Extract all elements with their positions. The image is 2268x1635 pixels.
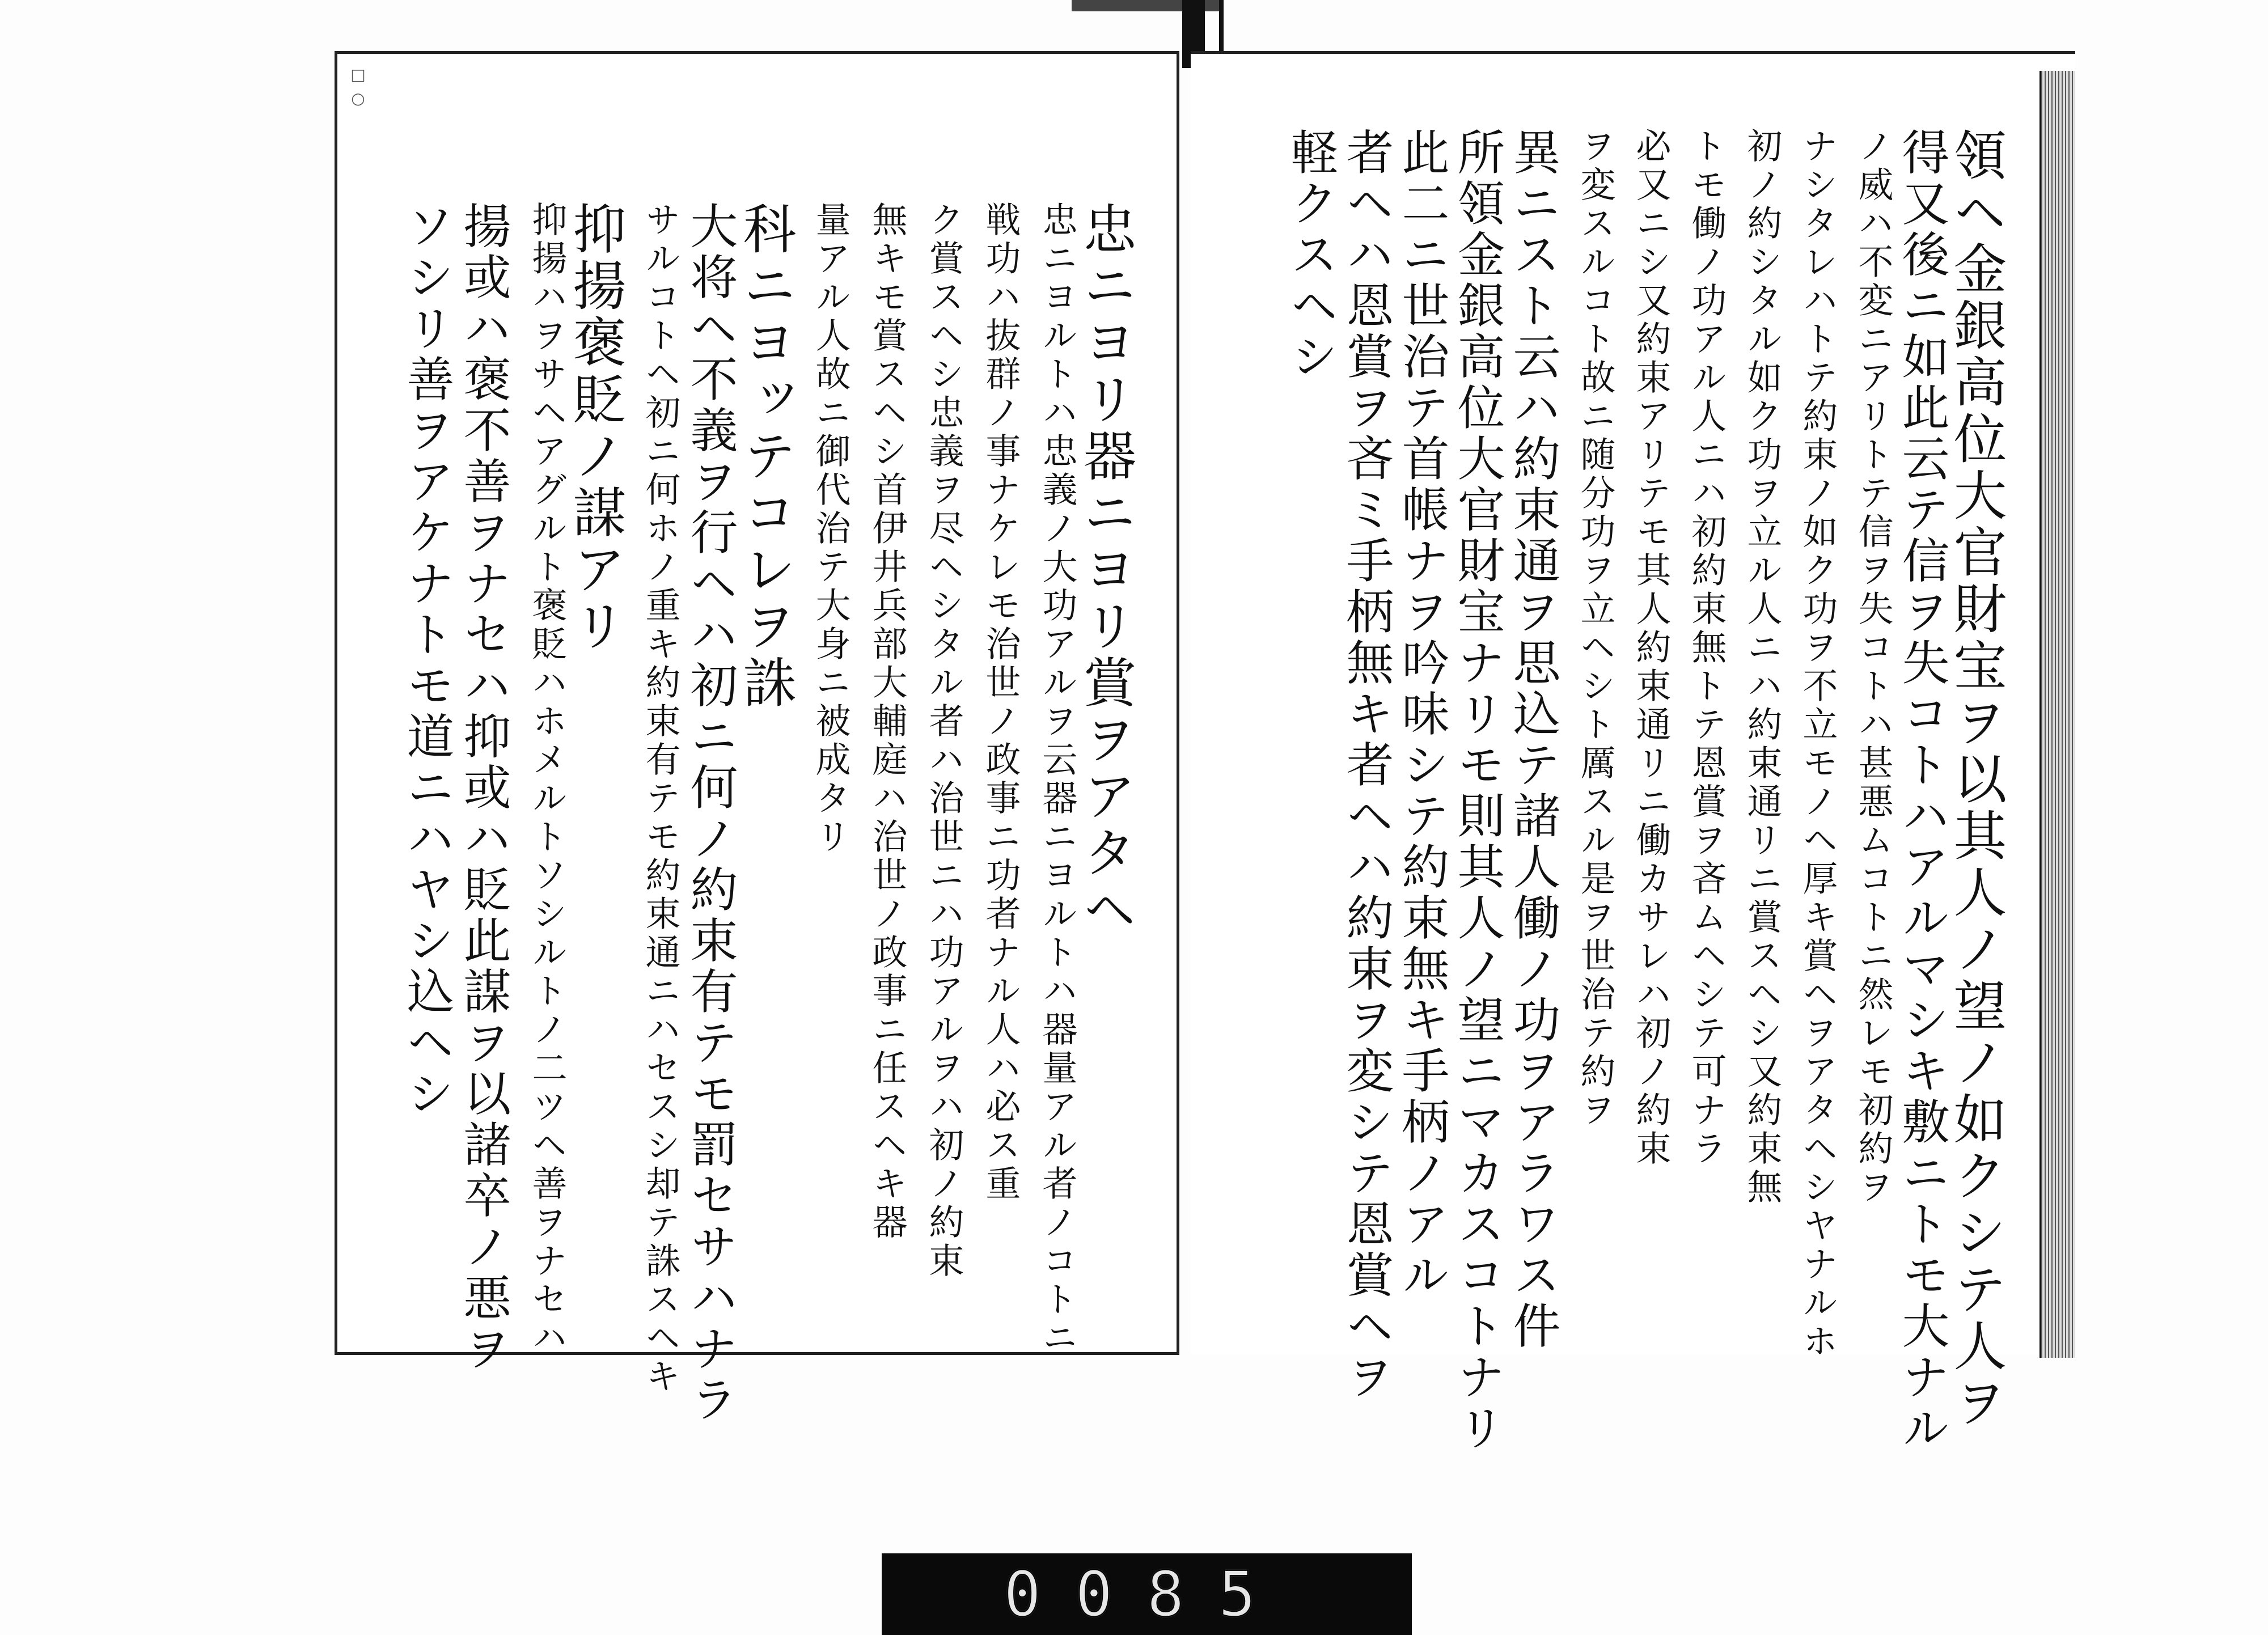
left-page-column: 無キモ賞スヘシ首伊井兵部大輔庭ハ治世ノ政事ニ任スヘキ器 (866, 201, 908, 1242)
left-page (335, 51, 1179, 1426)
left-page-column: ク賞スヘシ忠義ヲ尽ヘシタル者ハ治世ニハ功アルヲハ初ノ約束 (923, 201, 964, 1281)
right-page-column: 軽クスヘシ (1283, 128, 1339, 383)
right-page-column: トモ働ノ功アル人ニハ初約束無トテ恩賞ヲ吝ムヘシテ可ナラ (1686, 128, 1727, 1168)
right-page-column: 異ニスト云ハ約束通ヲ思込テ諸人働ノ功ヲアラワス件 (1505, 128, 1561, 1352)
right-page-column: 得又後ニ如此云テ信ヲ失コトハアルマシキ敷ニトモ大ナル (1894, 128, 1950, 1454)
right-page-column: 必又ニシ又約束アリテモ其人約束通リニ働カサレハ初ノ約束 (1630, 128, 1672, 1168)
right-page-column: ノ威ハ不変ニアリトテ信ヲ失コトハ甚悪ムコトニ然レモ初約ヲ (1852, 128, 1894, 1207)
right-page-column: 初ノ約シタル如ク功ヲ立ル人ニハ約束通リニ賞スヘシ又約束無 (1741, 128, 1783, 1207)
frame-number-stamp (882, 1553, 1412, 1635)
right-page-column: 此二ニ世治テ首帳ナヲ吟味シテ約束無キ手柄ノアル (1394, 128, 1450, 1301)
left-page-column: 大将ヘ不義ヲ行ヘハ初ニ何ノ約束有テモ罰セサハナラ (683, 201, 738, 1426)
left-page-column: 量アル人故ニ御代治テ大身ニ被成タリ (810, 201, 851, 857)
left-page-column: 揚或ハ褒不善ヲナセハ抑或ハ貶此謀ヲ以諸卒ノ悪ヲ (456, 201, 511, 1375)
left-page-column: ソシリ善ヲアケナトモ道ニハヤシ込ヘシ (399, 201, 455, 1120)
left-page-column: 科ニヨッテコレヲ誅 (734, 201, 796, 711)
frame-number: 0085 (1004, 1558, 1290, 1630)
gutter-line (1219, 0, 1224, 51)
left-page-column: 抑揚ハヲサヘアグルト褒貶ハホメルトソシルトノ二ツヘ善ヲナセハ (526, 201, 568, 1358)
right-page-column: ナシタレハトテ約束ノ如ク功ヲ不立モノヘ厚キ賞ヘヲアタヘシヤナルホ (1797, 128, 1838, 1361)
right-page-column: 者ヘハ恩賞ヲ吝ミ手柄無キ者ヘハ約束ヲ変シテ恩賞ヘヲ (1339, 128, 1394, 1403)
left-page-column: 戦功ハ抜群ノ事ナケレモ治世ノ政事ニ功者ナル人ハ必ス重 (980, 201, 1021, 1204)
right-page (1191, 51, 2075, 1454)
right-page-column: 所領金銀高位大官財宝ナリモ則其人ノ望ニマカスコトナリ (1450, 128, 1505, 1454)
page-edge-stack (2039, 71, 2075, 1358)
corner-mark: □ ○ (349, 65, 367, 108)
left-page-column: 忠ニヨリ器ニヨリ賞ヲアタヘ (1074, 201, 1136, 938)
left-page-column: 抑揚褒貶ノ謀アリ (564, 201, 625, 655)
right-page-column: ヲ変スルコト故ニ随分功ヲ立ヘシト厲スル是ヲ世治テ約ヲ (1575, 128, 1616, 1130)
left-page-column: 忠ニヨルトハ忠義ノ大功アルヲ云器ニヨルトハ器量アル者ノコトニ (1036, 201, 1078, 1358)
left-page-column: サルコトヘ初ニ何ホノ重キ約束有テモ約束通ニハセスシ却テ誅スヘキ (640, 201, 681, 1396)
book-spread (335, 51, 2036, 1454)
right-page-column: 領ヘ金銀高位大官財宝ヲ以其人ノ望ノ如クシテ人ヲ (1944, 128, 2006, 1431)
